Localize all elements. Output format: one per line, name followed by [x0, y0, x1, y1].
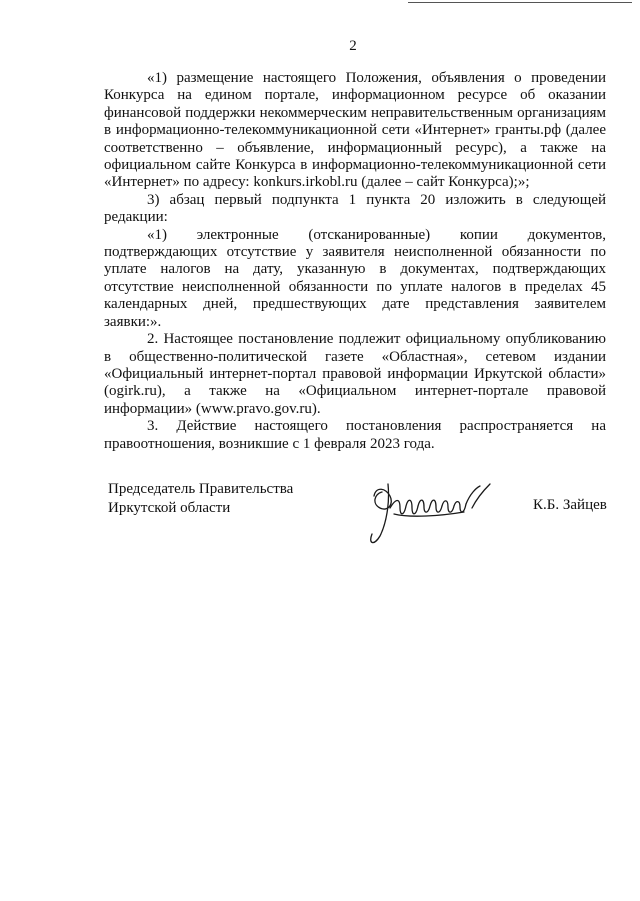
- signatory-position: [108, 480, 293, 518]
- page-number: 2: [349, 38, 357, 54]
- paragraph-effective-date: 3. Действие настоящего постановления распространяется на правоотношения, возникшие с 1 февраля 2023 года.: [104, 418, 606, 452]
- signatory-region-line: Иркутской области: [108, 500, 231, 516]
- handwritten-signature: [360, 474, 510, 554]
- document-body: [104, 70, 606, 453]
- paragraph-electronic-copies: «1) электронные (отсканированные) копии документов, подтверждающих отсутствие у заявителя неисполненной обязанности по уплате налогов на дату, указанную в документах, подтверждающих отсутствие неисполненной обязанности по уплате налогов в пределах 45 календарных дней, предшествующих дате представления заявителем заявки:».: [104, 226, 606, 330]
- signatory-position-line: Председатель Правительства: [108, 481, 294, 497]
- paragraph-amendment-3: 3) абзац первый подпункта 1 пункта 20 изложить в следующей редакции:: [104, 191, 606, 226]
- signatory-name: К.Б. Зайцев: [533, 497, 607, 513]
- paragraph-official-publication: 2. Настоящее постановление подлежит официальному опубликованию в общественно-политической газете «Областная», сетевом издании «Официальный интернет-портал правовой информации Иркутской области» (ogirk.ru), а также на «Официальном интернет-портале правовой информации» (www.pravo.gov.ru).: [104, 331, 606, 417]
- paragraph-publication: «1) размещение настоящего Положения, объявления о проведении Конкурса на едином портале, информационном ресурсе об оказании финансовой поддержки некоммерческим неправительственным организациям в информационно-телекоммуникационной сети «Интернет» гранты.рф (далее соответственно – объявление, информационный ресурс), а также на официальном сайте Конкурса в информационно-телекоммуникационной сети «Интернет» по адресу: konkurs.irkobl.ru (далее – сайт Конкурса);»;: [104, 70, 606, 191]
- top-rule: [408, 2, 632, 3]
